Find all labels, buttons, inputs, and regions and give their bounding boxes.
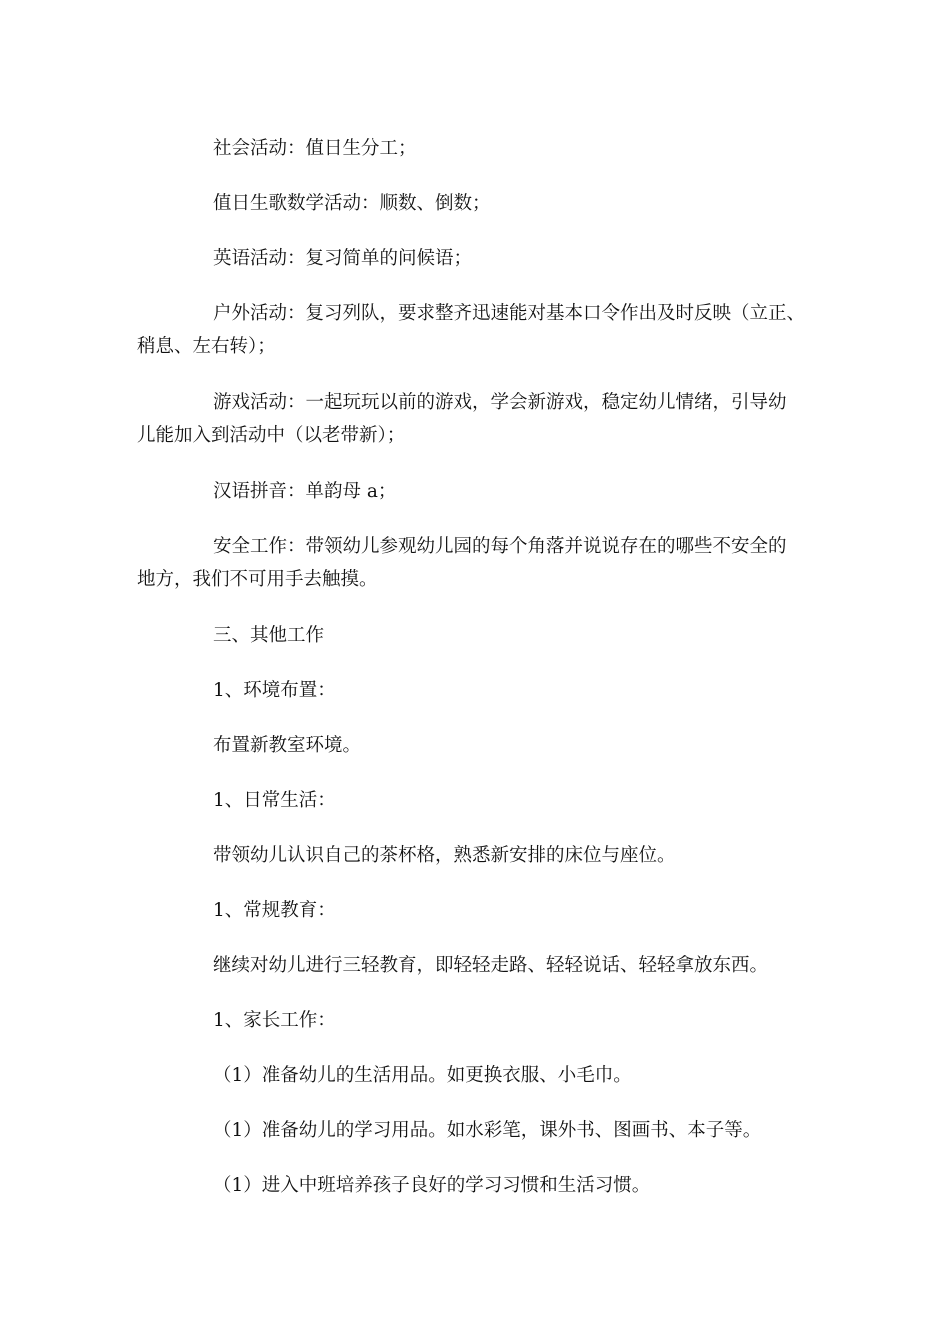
paragraph-social-activity bbox=[137, 132, 827, 165]
paragraph-line: 三、其他工作 bbox=[213, 625, 325, 646]
paragraph-outdoor-activity bbox=[137, 297, 827, 363]
list-item-habits bbox=[137, 1169, 827, 1202]
paragraph-line: 值日生歌数学活动：顺数、倒数； bbox=[213, 193, 491, 214]
paragraph-line: 继续对幼儿进行三轻教育，即轻轻走路、轻轻说话、轻轻拿放东西。 bbox=[213, 955, 769, 976]
paragraph-line: 布置新教室环境。 bbox=[213, 735, 362, 756]
subheading-daily-life bbox=[137, 784, 827, 817]
paragraph-routine-education bbox=[137, 949, 827, 982]
paragraph-line: （1）进入中班培养孩子良好的学习习惯和生活习惯。 bbox=[213, 1175, 651, 1196]
subheading-routine-education bbox=[137, 894, 827, 927]
paragraph-line: 稍息、左右转）； bbox=[137, 336, 276, 357]
paragraph-line: 地方，我们不可用手去触摸。 bbox=[137, 569, 378, 590]
paragraph-line: 社会活动：值日生分工； bbox=[213, 138, 417, 159]
paragraph-line: 儿能加入到活动中（以老带新）； bbox=[137, 425, 406, 446]
paragraph-line: 户外活动：复习列队，要求整齐迅速能对基本口令作出及时反映（立正、 bbox=[213, 303, 806, 324]
subheading-environment bbox=[137, 674, 827, 707]
paragraph-line: 1、日常生活： bbox=[213, 790, 336, 811]
paragraph-line: 1、家长工作： bbox=[213, 1010, 336, 1031]
paragraph-line: 带领幼儿认识自己的茶杯格，熟悉新安排的床位与座位。 bbox=[213, 845, 676, 866]
paragraph-line: （1）准备幼儿的学习用品。如水彩笔，课外书、图画书、本子等。 bbox=[213, 1120, 762, 1141]
paragraph-safety-work bbox=[137, 530, 827, 596]
paragraph-math-activity bbox=[137, 187, 827, 220]
list-item-study-supplies bbox=[137, 1114, 827, 1147]
paragraph-line: 英语活动：复习简单的问候语； bbox=[213, 248, 473, 269]
paragraph-line: 游戏活动：一起玩玩以前的游戏，学会新游戏，稳定幼儿情绪，引导幼 bbox=[213, 392, 787, 413]
paragraph-line: 1、环境布置： bbox=[213, 680, 336, 701]
paragraph-line: 安全工作：带领幼儿参观幼儿园的每个角落并说说存在的哪些不安全的 bbox=[213, 536, 787, 557]
paragraph-game-activity bbox=[137, 386, 827, 452]
paragraph-daily-life bbox=[137, 839, 827, 872]
paragraph-line: 1、常规教育： bbox=[213, 900, 336, 921]
paragraph-pinyin bbox=[137, 475, 827, 508]
subheading-parent-work bbox=[137, 1004, 827, 1037]
paragraph-line: 汉语拼音：单韵母 a； bbox=[213, 481, 397, 502]
paragraph-environment bbox=[137, 729, 827, 762]
paragraph-english-activity bbox=[137, 242, 827, 275]
list-item-daily-supplies bbox=[137, 1059, 827, 1092]
paragraph-line: （1）准备幼儿的生活用品。如更换衣服、小毛巾。 bbox=[213, 1065, 632, 1086]
section-heading-other-work bbox=[137, 619, 827, 652]
